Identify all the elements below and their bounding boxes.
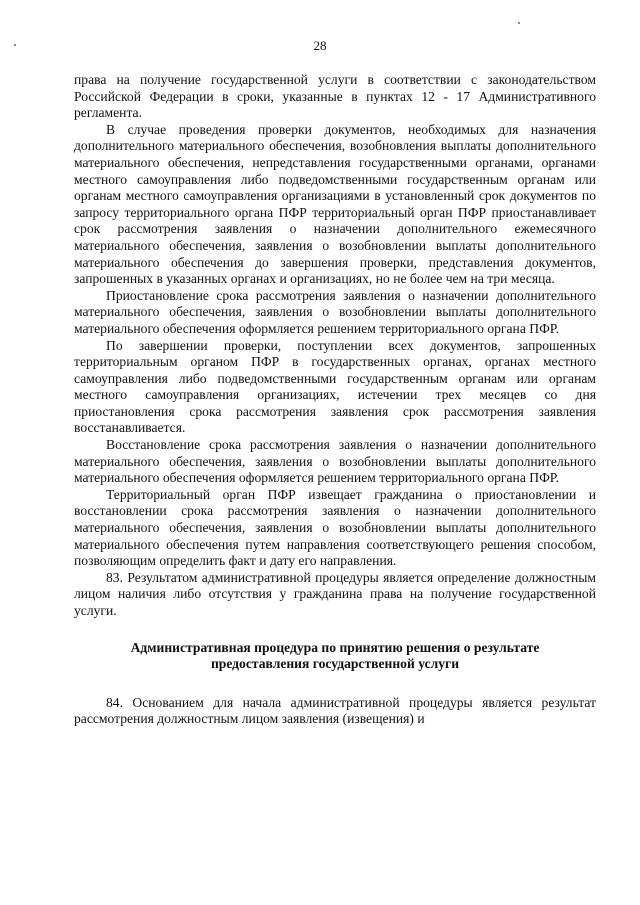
paragraph-item-83: 83. Результатом административной процедуры является определение должностным лицом наличия либо отсутствия у гражданина права на получение государственной услуги. [74, 569, 596, 618]
paragraph-restoration-decision: Восстановление срока рассмотрения заявления о назначении дополнительного материального обеспечения, заявления о возобновлении выплаты дополнительного материального обеспечения оформляется решением территориального органа ПФР. [74, 437, 596, 486]
scan-speck [14, 44, 16, 46]
paragraph-suspension-case: В случае проведения проверки документов, необходимых для назначения дополнительного материального обеспечения, возобновления выплаты дополнительного материального обеспечения, непредставления государственными органами, органами местного самоуправления либо подведомственными государственным органам или органам местного самоуправления организациями в установленный срок документов по запросу территориального органа ПФР территориальный орган ПФР приостанавливает срок рассмотрения заявления о назначении дополнительного ежемесячного материального обеспечения, заявления о возобновлении выплаты дополнительного материального обеспечения до завершения проверки, представления документов, запрошенных в указанных органах и организациях, но не более чем на три месяца. [74, 121, 596, 287]
scan-speck [518, 22, 520, 24]
paragraph-item-84: 84. Основанием для начала административной процедуры является результат рассмотрения должностным лицом заявления (извещения) и [74, 694, 596, 727]
paragraph-suspension-decision: Приостановление срока рассмотрения заявления о назначении дополнительного материального обеспечения, заявления о возобновлении выплаты дополнительного материального обеспечения оформляется решением территориального органа ПФР. [74, 287, 596, 336]
document-body [74, 72, 596, 728]
section-heading: Административная процедура по принятию решения о результате предоставления государственной услуги [130, 639, 540, 672]
paragraph-restoration-conditions: По завершении проверки, поступлении всех документов, запрошенных территориальным органом ПФР в государственных органах, органах местного самоуправления либо подведомственными государственным органам или органам местного самоуправления организациях, истечении трех месяцев со дня приостановления срока рассмотрения заявления срок рассмотрения заявления восстанавливается. [74, 337, 596, 436]
paragraph-continuation: права на получение государственной услуги в соответствии с законодательством Российской Федерации в сроки, указанные в пунктах 12 - 17 Административного регламента. [74, 72, 596, 121]
paragraph-notification: Территориальный орган ПФР извещает гражданина о приостановлении и восстановлении срока рассмотрения заявления о назначении дополнительного материального обеспечения, заявления о возобновлении выплаты дополнительного материального обеспечения путем направления соответствующего решения способом, позволяющим определить факт и дату его направления. [74, 486, 596, 569]
page-number: 28 [313, 38, 327, 53]
